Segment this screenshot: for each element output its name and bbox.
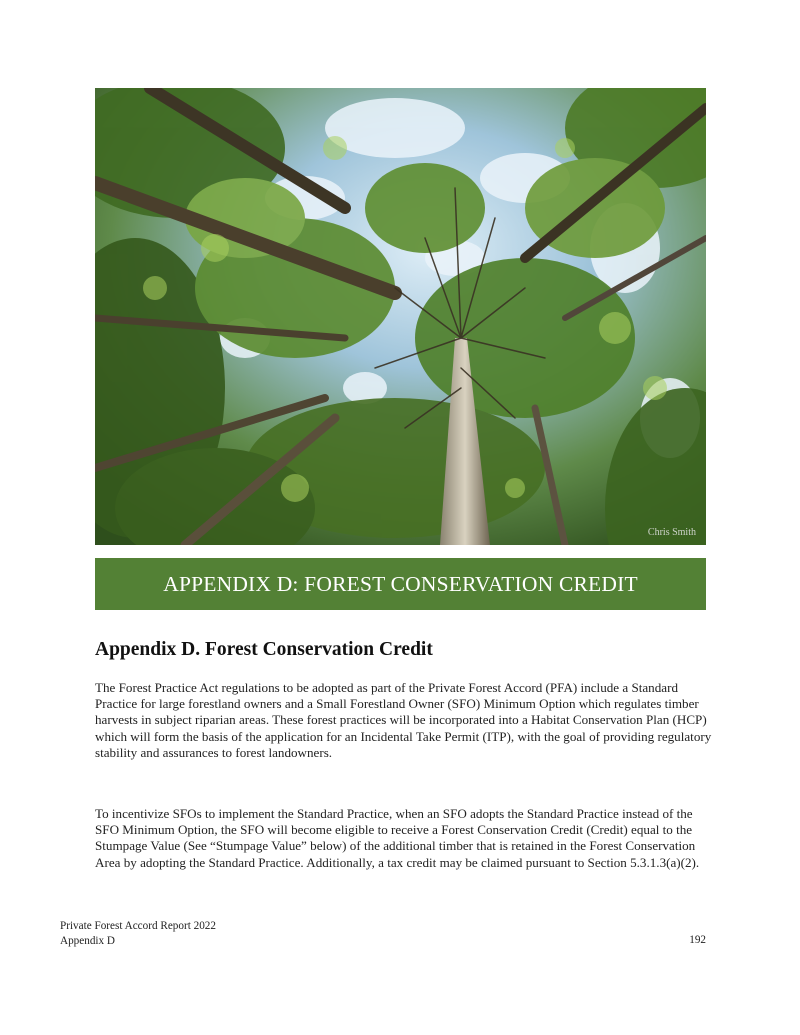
footer-info: [60, 919, 216, 949]
forest-canopy-photo: [95, 88, 706, 545]
footer-report-title: Private Forest Accord Report 2022: [60, 920, 216, 932]
banner-title: APPENDIX D: FOREST CONSERVATION CREDIT: [163, 571, 638, 596]
page-number: 192: [689, 934, 706, 946]
section-heading: Appendix D. Forest Conservation Credit: [95, 639, 433, 660]
photo-credit: Chris Smith: [647, 527, 696, 538]
footer-appendix-label: Appendix D: [60, 935, 115, 947]
forest-canopy-illustration: [95, 88, 706, 545]
body-paragraph: The Forest Practice Act regulations to be adopted as part of the Private Forest Accord (PFA) include a Standard Practice for large forestland owners and a Small Forestland Owner (SFO) Minimum Option which regulates timber harvests in subject riparian areas. These forest practices will be incorporated into a Habitat Conservation Plan (HCP) which will form the basis of the application for an Incidental Take Permit (ITP), with the goal of providing regulatory stability and assurances to forest landowners.: [95, 680, 712, 760]
body-paragraph: To incentivize SFOs to implement the Standard Practice, when an SFO adopts the Standard Practice instead of the SFO Minimum Option, the SFO will become eligible to receive a Forest Conservation Credit (Credit) equal to the Stumpage Value (See “Stumpage Value” below) of the additional timber that is retained in the Forest Conservation Area by adopting the Standard Practice. Additionally, a tax credit may be claimed pursuant to Section 5.3.1.3(a)(2).: [95, 806, 700, 870]
appendix-banner: [95, 558, 706, 610]
